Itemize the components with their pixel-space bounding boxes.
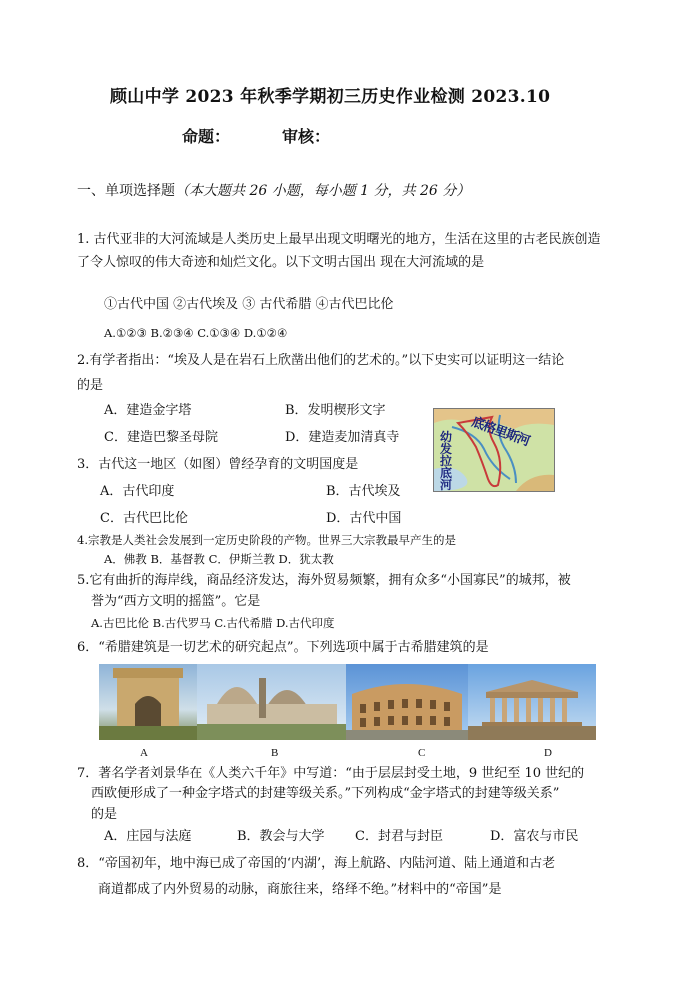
- photo-label-a: A: [140, 747, 148, 759]
- q6-stem: 6．“希腊建筑是一切艺术的研究起点”。下列选项中属于古希腊建筑的是: [77, 640, 489, 655]
- q4-stem: 4.宗教是人类社会发展到一定历史阶段的产物。世界三大宗教最早产生的是: [77, 533, 456, 547]
- domes-drawing: [197, 664, 346, 740]
- photo-label-c: C: [418, 747, 426, 759]
- q7-option-d: D．富农与市民: [490, 829, 579, 844]
- q5-line2: 誉为“西方文明的摇篮”。它是: [91, 594, 261, 609]
- q3-option-d: D．古代中国: [326, 511, 402, 526]
- q3-stem: 3．古代这一地区（如图）曾经孕育的文明国度是: [77, 457, 359, 472]
- photo-label-b: B: [271, 747, 279, 759]
- q7-option-c: C．封君与封臣: [355, 829, 443, 844]
- q1-options: A.①②③ B.②③④ C.①③④ D.①②④: [104, 326, 288, 340]
- proposer-label: 命题：: [182, 127, 231, 146]
- photo-c: [346, 664, 468, 740]
- mesopotamia-map: [433, 408, 555, 492]
- q7-line2: 西欧便形成了一种金字塔式的封建等级关系。”下列构成“金字塔式的封建等级关系”: [91, 786, 560, 801]
- euphrates-label: 幼发拉底河: [440, 430, 453, 492]
- q3-option-c: C．古代巴比伦: [100, 511, 188, 526]
- reviewer-label: 审核：: [282, 127, 331, 146]
- q3-option-b: B．古代埃及: [326, 484, 401, 499]
- q5-line1: 5.它有曲折的海岸线，商品经济发达，海外贸易频繁，拥有众多“小国寡民”的城邦，被: [77, 573, 571, 588]
- photo-label-d: D: [544, 747, 552, 759]
- q7-option-b: B．教会与大学: [237, 829, 325, 844]
- q3-option-a: A．古代印度: [100, 484, 175, 499]
- q7-option-a: A．庄园与法庭: [104, 829, 192, 844]
- q5-options: A.古巴比伦 B.古代罗马 C.古代希腊 D.古代印度: [91, 616, 335, 630]
- q7-line3: 的是: [91, 807, 118, 822]
- q2-option-a: A．建造金字塔: [104, 403, 192, 418]
- section-note: （本大题共 26 小题，每小题 1 分，共 26 分）: [175, 183, 471, 199]
- arch-drawing: [99, 664, 197, 740]
- q2-option-c: C．建造巴黎圣母院: [104, 430, 218, 445]
- q1-line1: 1. 古代亚非的大河流域是人类历史上最早出现文明曙光的地方，生活在这里的古老民族创造: [77, 232, 601, 247]
- q2-option-b: B．发明楔形文字: [285, 403, 386, 418]
- q1-line2: 了令人惊叹的伟大奇迹和灿烂文化。以下文明古国出 现在大河流域的是: [77, 255, 485, 270]
- q2-option-d: D．建造麦加清真寺: [285, 430, 400, 445]
- q4-options: A．佛教 B．基督教 C．伊斯兰教 D．犹太教: [104, 552, 334, 566]
- tigris-label: 底格里斯河: [469, 414, 532, 450]
- q2-line2: 的是: [77, 378, 104, 393]
- q2-line1: 2.有学者指出：“埃及人是在岩石上欣凿出他们的艺术的。”以下史实可以证明这一结论: [77, 353, 565, 368]
- parthenon-drawing: [468, 664, 596, 740]
- q8-line1: 8．“帝国初年，地中海已成了帝国的‘内湖’，海上航路、内陆河道、陆上通道和古老: [77, 856, 556, 871]
- photo-d: [468, 664, 596, 740]
- q8-line2: 商道都成了内外贸易的动脉，商旅往来，络绎不绝。”材料中的“帝国”是: [98, 882, 502, 897]
- q1-items: ①古代中国 ②古代埃及 ③ 古代希腊 ④古代巴比伦: [104, 297, 394, 312]
- section-heading: [77, 183, 470, 199]
- photo-a: [99, 664, 197, 740]
- section-title: 一、单项选择题: [77, 183, 175, 199]
- q7-line1: 7．著名学者刘景华在《人类六千年》中写道：“由于层层封受土地，9 世纪至 10 世纪的: [77, 766, 585, 781]
- page-title: 顾山中学 2023 年秋季学期初三历史作业检测 2023.10: [110, 87, 551, 107]
- photo-b: [197, 664, 346, 740]
- colosseum-drawing: [346, 664, 468, 740]
